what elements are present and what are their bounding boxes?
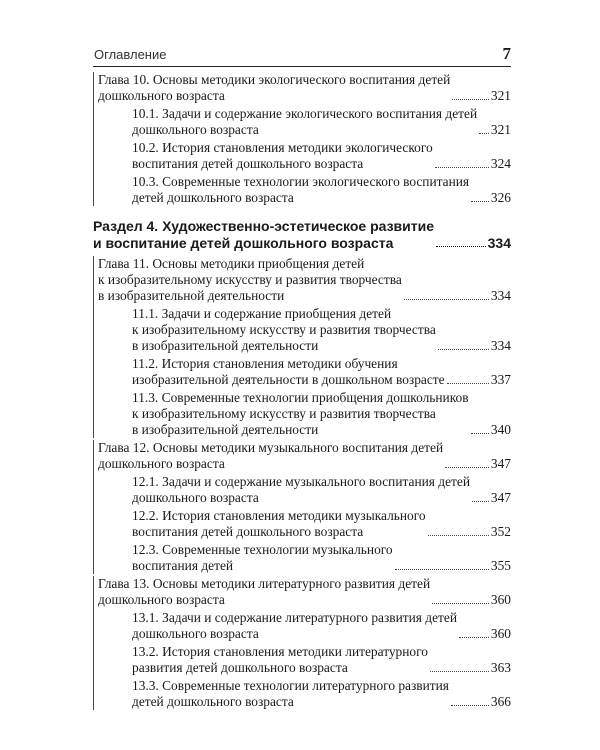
toc-entry-12-2[interactable]: 12.2. История становления методики музыкального воспитания детей дошкольного возраста 352: [132, 508, 511, 539]
toc-entry-13-1[interactable]: 13.1. Задачи и содержание литературного развития детей дошкольного возраста 360: [132, 610, 511, 641]
toc-entry-section-4[interactable]: Раздел 4. Художественно-эстетическое развитие и воспитание детей дошкольного возраста 334: [93, 218, 511, 251]
page-number: 347: [490, 456, 511, 471]
page-number: 347: [490, 490, 511, 505]
leader-dots: [430, 671, 489, 672]
leader-dots: [471, 201, 489, 202]
page-number: 326: [490, 190, 511, 205]
page-number: 352: [490, 524, 511, 539]
toc-entry-10-1[interactable]: 10.1. Задачи и содержание экологического воспитания детей дошкольного возраста 321: [132, 106, 511, 137]
page-number: 360: [490, 592, 511, 607]
page-number: 321: [490, 122, 511, 137]
table-of-contents: [93, 72, 511, 712]
leader-dots: [404, 299, 489, 300]
page-number: 340: [490, 422, 511, 437]
leader-dots: [447, 383, 489, 384]
leader-dots: [436, 246, 486, 247]
running-header: [93, 44, 511, 67]
toc-entry-10-3[interactable]: 10.3. Современные технологии экологического воспитания детей дошкольного возраста 326: [132, 174, 511, 205]
page-number: 363: [490, 660, 511, 675]
toc-entry-chapter-11[interactable]: Глава 11. Основы методики приобщения детей к изобразительному искусству и развития творчества в изобразительной деятельности 334: [98, 256, 511, 303]
page-number: 355: [490, 558, 511, 573]
page-number: 337: [490, 372, 511, 387]
leader-dots: [451, 705, 489, 706]
leader-dots: [395, 569, 489, 570]
leader-dots: [459, 637, 489, 638]
toc-entry-10-2[interactable]: 10.2. История становления методики экологического воспитания детей дошкольного возраста 324: [132, 140, 511, 171]
header-page-number: 7: [502, 44, 511, 63]
toc-entry-12-3[interactable]: 12.3. Современные технологии музыкального воспитания детей 355: [132, 542, 511, 573]
toc-entry-13-3[interactable]: 13.3. Современные технологии литературного развития детей дошкольного возраста 366: [132, 678, 511, 709]
leader-dots: [432, 603, 489, 604]
toc-entry-11-3[interactable]: 11.3. Современные технологии приобщения дошкольников к изобразительному искусству и развития творчества в изобразительной деятельности 340: [132, 390, 511, 437]
page-number: 334: [490, 288, 511, 303]
leader-dots: [438, 349, 489, 350]
leader-dots: [472, 501, 489, 502]
page-number: 366: [490, 694, 511, 709]
page-number: 324: [490, 156, 511, 171]
toc-entry-13-2[interactable]: 13.2. История становления методики литературного развития детей дошкольного возраста 363: [132, 644, 511, 675]
leader-dots: [479, 133, 489, 134]
chapter-10-block: [93, 72, 511, 206]
toc-entry-12-1[interactable]: 12.1. Задачи и содержание музыкального воспитания детей дошкольного возраста 347: [132, 474, 511, 505]
toc-entry-chapter-12[interactable]: Глава 12. Основы методики музыкального воспитания детей дошкольного возраста 347: [98, 440, 511, 471]
toc-entry-11-1[interactable]: 11.1. Задачи и содержание приобщения детей к изобразительному искусству и развития творчества в изобразительной деятельности 334: [132, 306, 511, 353]
toc-entry-chapter-13[interactable]: Глава 13. Основы методики литературного развития детей дошкольного возраста 360: [98, 576, 511, 607]
leader-dots: [471, 433, 489, 434]
chapter-11-block: [93, 256, 511, 438]
chapter-12-block: [93, 440, 511, 574]
page-number: 334: [487, 235, 511, 251]
toc-entry-chapter-10[interactable]: Глава 10. Основы методики экологического воспитания детей дошкольного возраста 321: [98, 72, 511, 103]
page-number: 334: [490, 338, 511, 353]
leader-dots: [435, 167, 489, 168]
leader-dots: [452, 99, 489, 100]
page-number: 360: [490, 626, 511, 641]
leader-dots: [428, 535, 489, 536]
leader-dots: [445, 467, 489, 468]
chapter-13-block: [93, 576, 511, 710]
header-title: Оглавление: [94, 47, 167, 62]
toc-entry-11-2[interactable]: 11.2. История становления методики обучения изобразительной деятельности в дошкольном возрасте 337: [132, 356, 511, 387]
page-number: 321: [490, 88, 511, 103]
